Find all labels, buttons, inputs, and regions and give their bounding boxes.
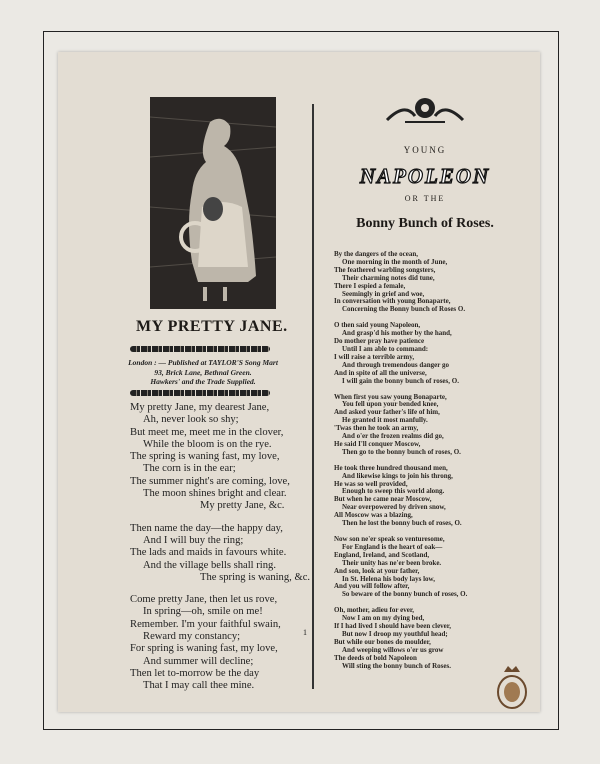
verse-line: Do mother pray have patience: [334, 337, 425, 346]
verse-line: Reward my constancy;: [143, 631, 241, 643]
stanza: [130, 402, 310, 513]
verse-line: The corn is in the ear;: [143, 463, 236, 475]
heading-or-the: OR THE: [404, 194, 446, 203]
verse-line: And you will follow after,: [334, 582, 410, 591]
stanza: [334, 607, 467, 670]
verse-line: Now son ne'er speak so venturesome,: [334, 535, 445, 543]
verse-line: But now I droop my youthful head;: [342, 629, 448, 638]
verse-line: That I may call thee mine.: [143, 680, 255, 692]
verse-line: By the dangers of the ocean,: [334, 250, 418, 258]
verse-line: He was so well provided,: [334, 479, 408, 488]
publisher-imprint: [128, 358, 278, 387]
verse-line: England, Ireland, and Scotland,: [334, 550, 430, 559]
floral-ornament-icon: [385, 92, 465, 126]
verse-line: In conversation with young Bonaparte,: [334, 297, 451, 306]
broadside-sheet: [58, 52, 540, 712]
verse-line: For spring is waning fast, my love,: [130, 643, 278, 655]
stanza: [334, 394, 467, 457]
verse-line: For England is the heart of oak—: [342, 542, 443, 551]
verse-line: I will raise a terrible army,: [334, 352, 415, 361]
verse-line: But when he came near Moscow,: [334, 495, 432, 504]
verse-line: Concerning the Bonny bunch of Roses O.: [342, 305, 466, 314]
verse-line: And grasp'd his mother by the hand,: [342, 329, 452, 338]
verse-line: While the bloom is on the rye.: [143, 438, 272, 450]
verse-line: The spring is waning, &c.: [200, 571, 311, 583]
my-pretty-jane-verses: [130, 402, 310, 703]
verse-line: When first you saw young Bonaparte,: [334, 392, 447, 401]
verse-line: Come pretty Jane, then let us rove,: [130, 594, 278, 606]
heading-young: YOUNG: [403, 145, 447, 155]
song-title-my-pretty-jane: MY PRETTY JANE.: [136, 318, 288, 335]
verse-line: Now I am on my dying bed,: [342, 614, 425, 623]
verse-line: You fell upon your bended knee,: [342, 400, 439, 409]
verse-line: And through tremendous danger go: [342, 360, 449, 369]
verse-line: In St. Helena his body lays low,: [342, 574, 435, 583]
verse-line: Near overpowered by driven snow,: [342, 503, 446, 512]
verse-line: And o'er the frozen realms did go,: [342, 432, 444, 441]
verse-line: Then he lost the bonny buch of roses, O.: [342, 519, 462, 528]
stanza: [130, 594, 310, 692]
verse-line: He took three hundred thousand men,: [334, 463, 448, 472]
imprint-line: Hawkers' and the Trade Supplied.: [150, 377, 256, 386]
verse-line: I will gain the bonny bunch of roses, O.: [342, 376, 459, 385]
verse-line: Then go to the bonny bunch of roses, O.: [342, 447, 461, 456]
verse-line: Will sting the bonny bunch of Roses.: [342, 661, 451, 670]
column-divider: [312, 104, 314, 689]
verse-line: Remember. I'm your faithful swain,: [130, 618, 281, 630]
verse-line: And in spite of all the universe,: [334, 368, 427, 377]
verse-line: Their unity has ne'er been broke.: [342, 558, 442, 567]
stanza: [334, 251, 467, 314]
heading-napoleon: NAPOLEON: [359, 164, 491, 188]
verse-line: And asked your father's life of him,: [334, 408, 440, 417]
verse-line: The feathered warbling songsters,: [334, 265, 436, 274]
verse-line: All Moscow was a blazing,: [334, 511, 413, 520]
stanza: [334, 536, 467, 599]
verse-line: So beware of the bonny bunch of roses, O.: [342, 590, 468, 599]
verse-line: O then said young Napoleon,: [334, 321, 421, 330]
stanza: [334, 465, 467, 528]
napoleon-verses: [334, 251, 467, 679]
verse-line: 'Twas then he took an army,: [334, 424, 419, 433]
verse-line: My pretty Jane, my dearest Jane,: [130, 402, 270, 413]
verse-line: My pretty Jane, &c.: [200, 500, 285, 512]
stanza: [334, 322, 467, 385]
verse-line: Oh, mother, adieu for ever,: [334, 606, 415, 615]
verse-line: And likewise kings to join his throng,: [342, 471, 453, 480]
verse-line: And the village bells shall ring.: [143, 559, 276, 571]
verse-line: The summer night's are coming, love,: [130, 475, 290, 487]
verse-line: Enough to sweep this world along.: [342, 487, 445, 496]
verse-line: But while our bones do moulder,: [334, 637, 431, 646]
verse-line: In spring—oh, smile on me!: [143, 606, 263, 618]
library-stamp-icon: [496, 664, 528, 710]
verse-line: Their charming notes did tune,: [342, 273, 435, 282]
woodcut-illustration: [150, 97, 276, 309]
imprint-line: 93, Brick Lane, Bethnal Green.: [154, 367, 252, 377]
verse-line: The deeds of bold Napoleon: [334, 653, 417, 662]
verse-line: He said I'll conquer Moscow,: [334, 439, 421, 448]
verse-line: If I had lived I should have been clever,: [334, 622, 452, 631]
verse-line: Then name the day—the happy day,: [130, 522, 283, 534]
verse-line: There I espied a female,: [334, 281, 406, 290]
verse-line: And weeping willows o'er us grow: [342, 645, 444, 654]
verse-line: And son, look at your father,: [334, 566, 420, 575]
verse-line: Ah, never look so shy;: [143, 414, 239, 426]
verse-line: One morning in the month of June,: [342, 257, 448, 266]
page-mark: 1: [303, 628, 307, 637]
stanza: [130, 523, 310, 584]
verse-line: He granted it most manfully.: [342, 416, 428, 425]
verse-line: Then let to-morrow be the day: [130, 667, 260, 679]
ornament-rule: [130, 346, 270, 352]
verse-line: Seemingly in grief and woe,: [342, 289, 425, 298]
verse-line: And I will buy the ring;: [143, 534, 244, 546]
verse-line: But meet me, meet me in the clover,: [130, 426, 284, 438]
verse-line: And summer will decline;: [143, 655, 254, 667]
heading-bonny-bunch: Bonny Bunch of Roses.: [356, 216, 494, 231]
ornament-rule: [130, 390, 270, 396]
imprint-line: London : — Published at TAYLOR'S Song Mart: [128, 358, 278, 367]
verse-line: Until I am able to command:: [342, 344, 429, 353]
verse-line: The moon shines bright and clear.: [143, 488, 287, 500]
verse-line: The lads and maids in favours white.: [130, 547, 287, 559]
verse-line: The spring is waning fast, my love,: [130, 451, 280, 463]
